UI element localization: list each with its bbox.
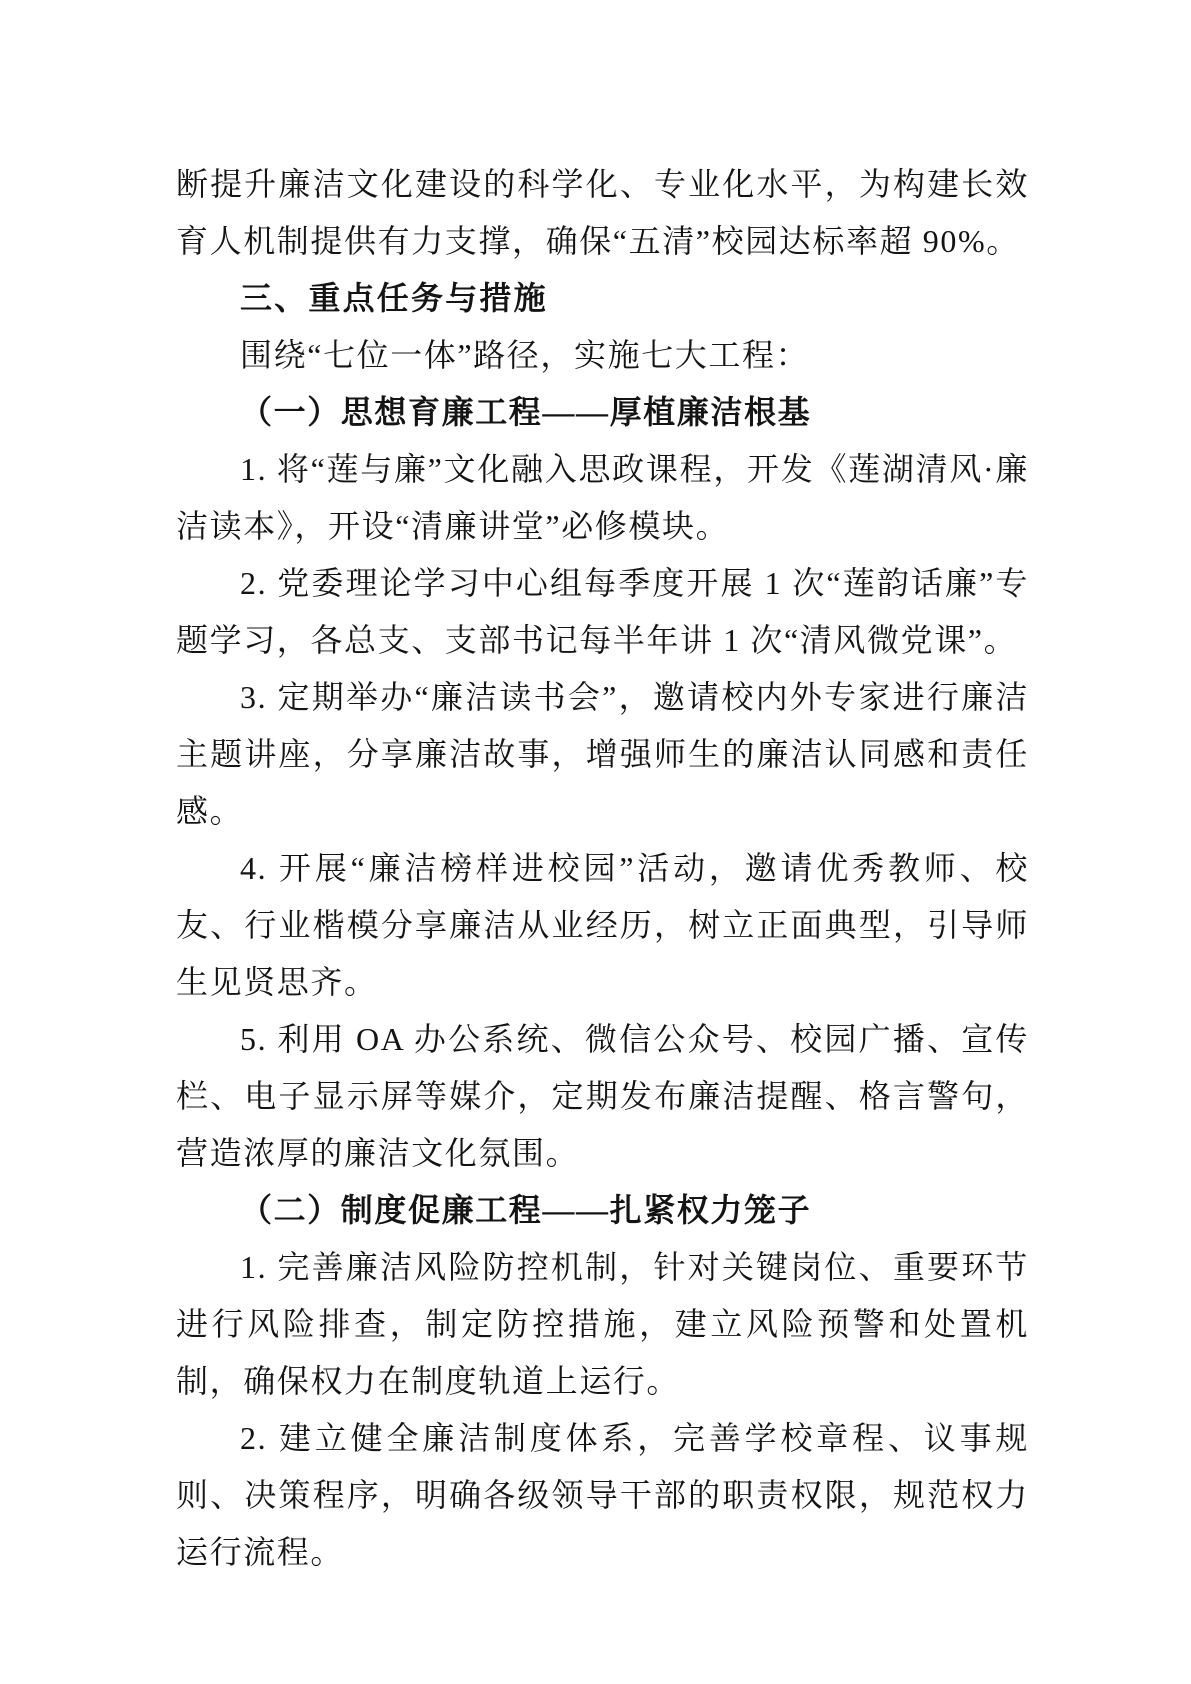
list-item-1-2: 2. 党委理论学习中心组每季度开展 1 次“莲韵话廉”专题学习，各总支、支部书记每半年讲 1 次“清风微党课”。 xyxy=(176,565,1029,658)
section-heading-three: 三、重点任务与措施 xyxy=(240,280,548,316)
paragraph-continuation: 断提升廉洁文化建设的科学化、专业化水平，为构建长效育人机制提供有力支撑，确保“五清”校园达标率超 90%。 xyxy=(176,166,1029,259)
list-item-2-2: 2. 建立健全廉洁制度体系，完善学校章程、议事规则、决策程序，明确各级领导干部的职责权限，规范权力运行流程。 xyxy=(176,1420,1029,1570)
subsection-heading-one: （一）思想育廉工程——厚植廉洁根基 xyxy=(240,394,812,430)
list-item-1-5: 5. 利用 OA 办公系统、微信公众号、校园广播、宣传栏、电子显示屏等媒介，定期发布廉洁提醒、格言警句，营造浓厚的廉洁文化氛围。 xyxy=(176,1021,1029,1171)
list-item-1-3: 3. 定期举办“廉洁读书会”，邀请校内外专家进行廉洁主题讲座，分享廉洁故事，增强师生的廉洁认同感和责任感。 xyxy=(176,679,1029,829)
document-content xyxy=(176,156,1029,1581)
list-item-2-1: 1. 完善廉洁风险防控机制，针对关键岗位、重要环节进行风险排查，制定防控措施，建立风险预警和处置机制，确保权力在制度轨道上运行。 xyxy=(176,1249,1029,1399)
paragraph-intro: 围绕“七位一体”路径，实施七大工程： xyxy=(240,337,810,373)
list-item-1-4: 4. 开展“廉洁榜样进校园”活动，邀请优秀教师、校友、行业楷模分享廉洁从业经历，树立正面典型，引导师生见贤思齐。 xyxy=(176,850,1029,1000)
list-item-1-1: 1. 将“莲与廉”文化融入思政课程，开发《莲湖清风·廉洁读本》，开设“清廉讲堂”必修模块。 xyxy=(176,451,1029,544)
subsection-heading-two: （二）制度促廉工程——扎紧权力笼子 xyxy=(240,1192,812,1228)
